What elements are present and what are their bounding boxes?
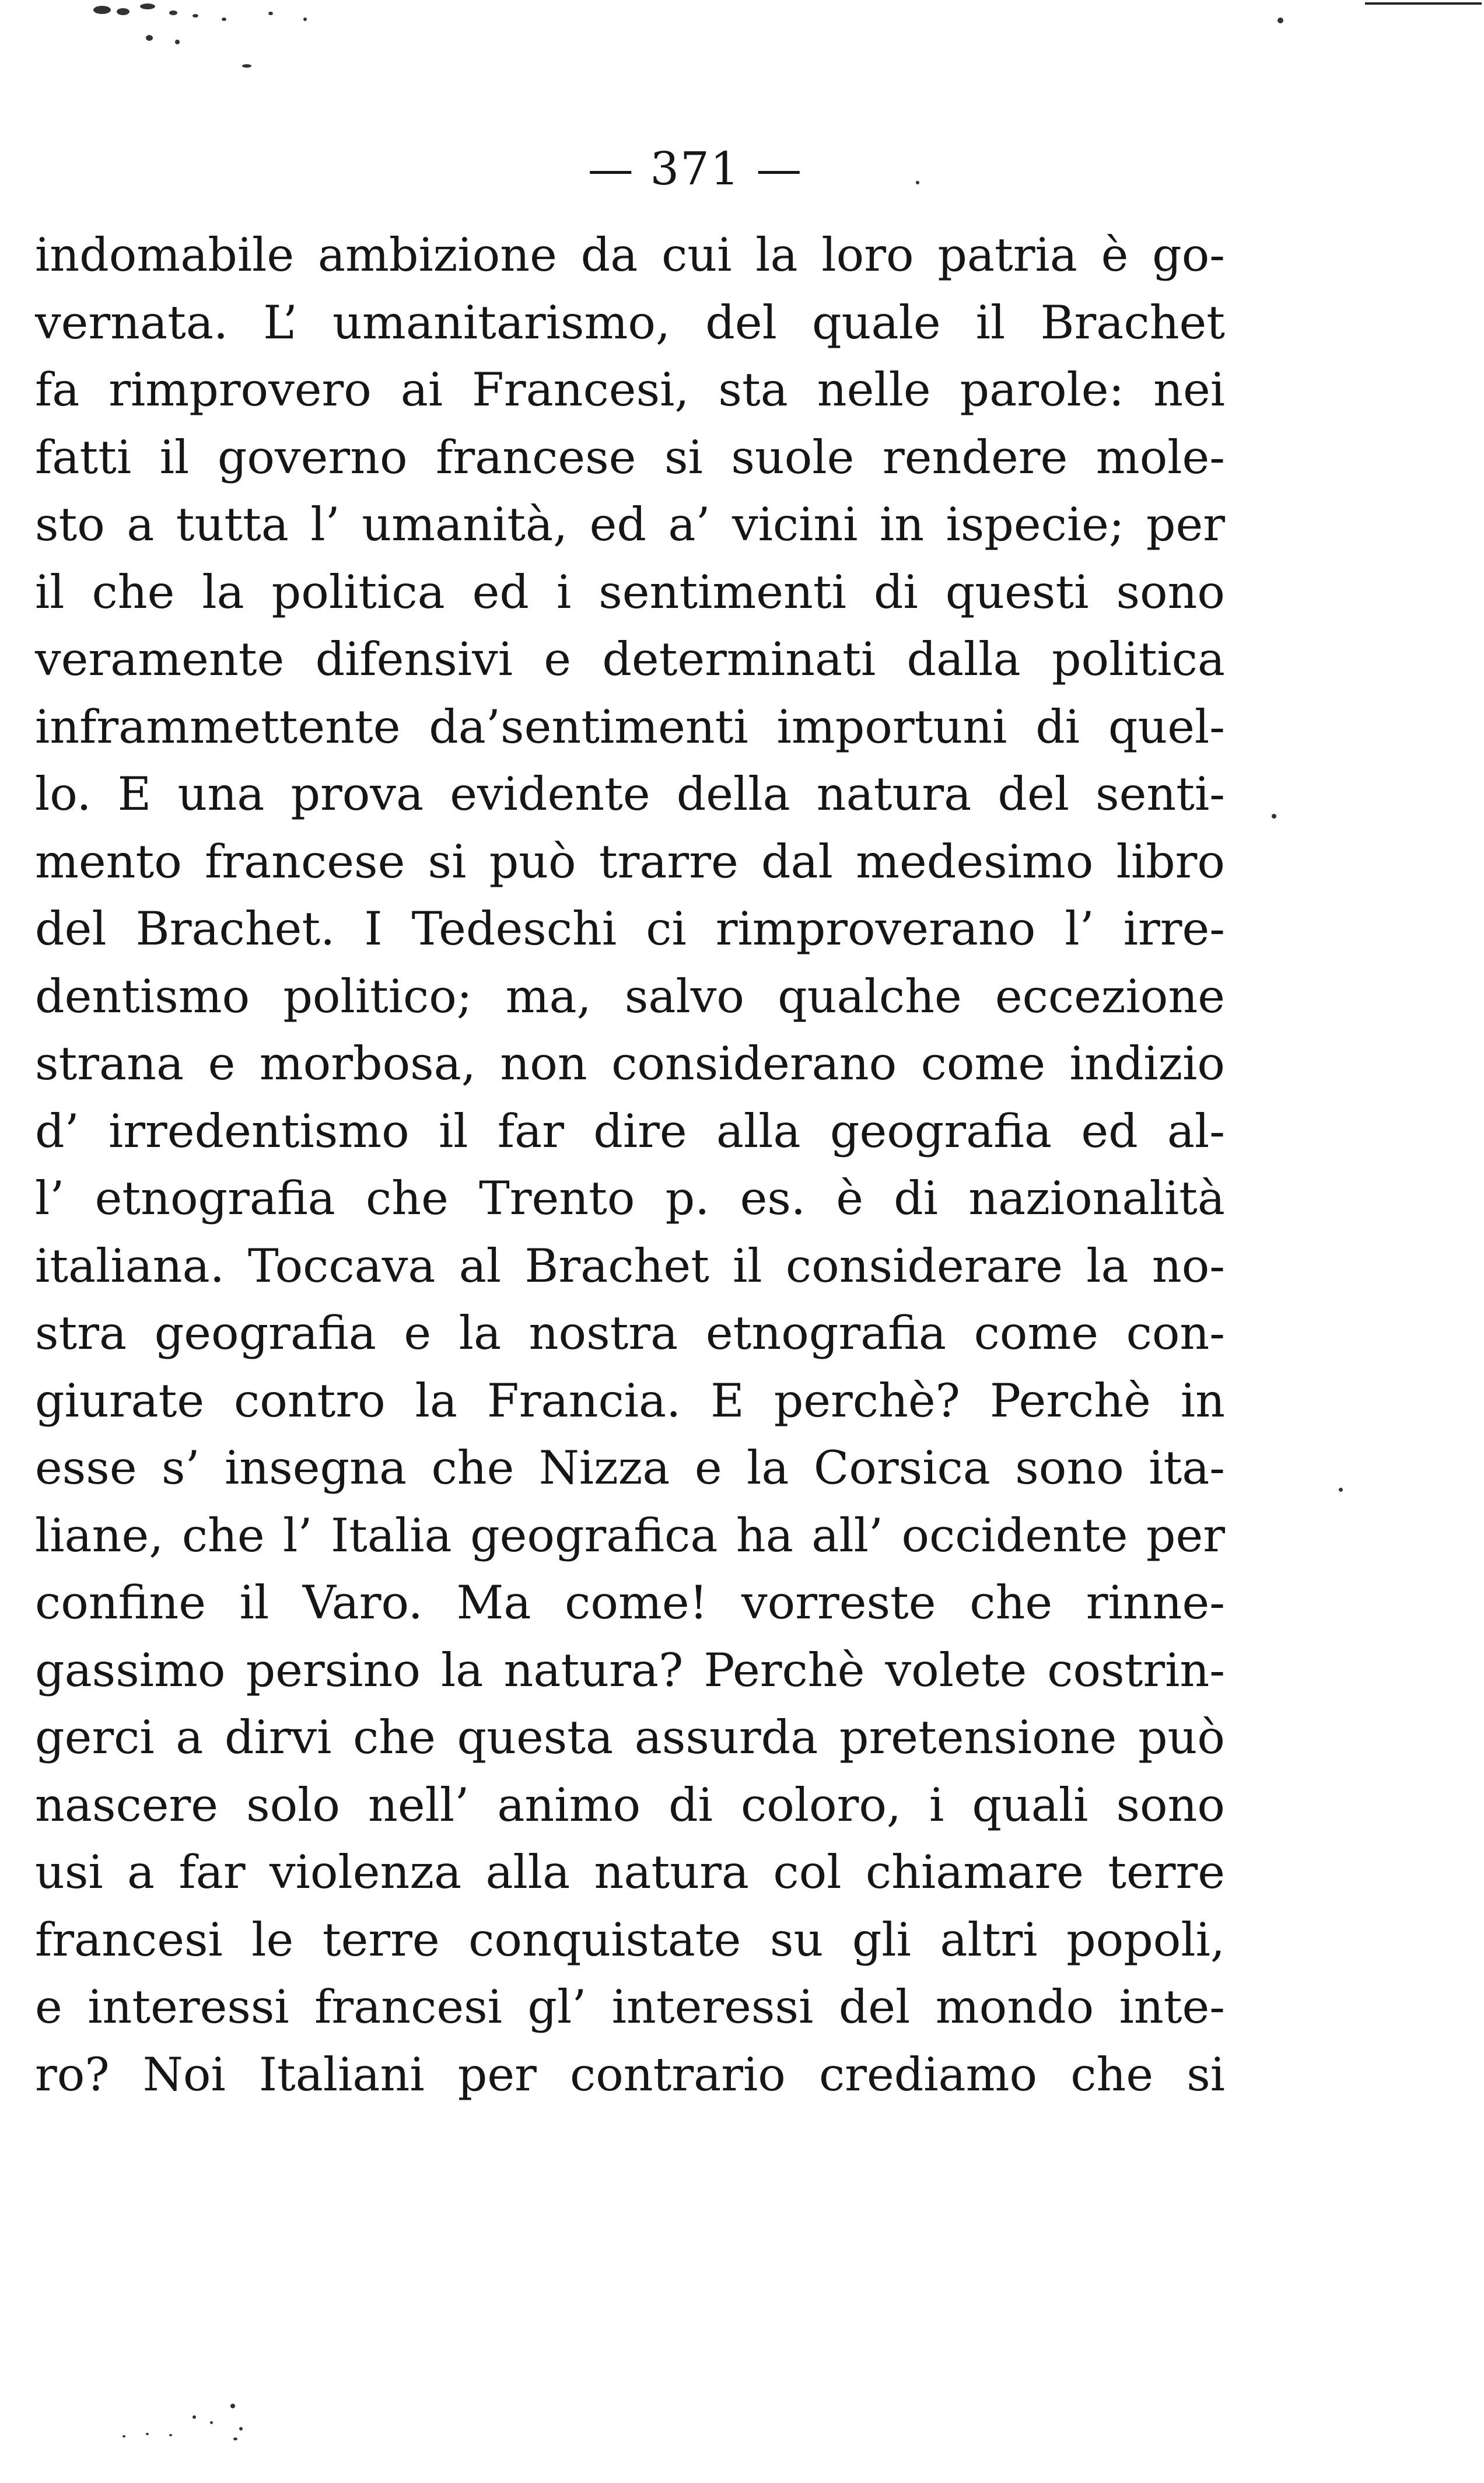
text-line: confine il Varo. Ma come! vorreste che rinne-	[35, 1576, 1225, 1629]
text-line: del Brachet. I Tedeschi ci rimproverano l’ irre-	[35, 902, 1225, 956]
text-line: francesi le terre conquistate su gli altri popoli,	[35, 1912, 1225, 1967]
text-line: strana e morbosa, non considerano come indizio	[35, 1037, 1225, 1090]
text-line: fa rimprovero ai Francesi, sta nelle parole: nei	[35, 363, 1225, 417]
text-line: inframmettente da’sentimenti importuni di quel-	[35, 700, 1225, 754]
text-line: stra geografia e la nostra etnografia come con-	[35, 1306, 1225, 1360]
text-line: nascere solo nell’ animo di coloro, i quali sono	[35, 1778, 1225, 1832]
text-line: gassimo persino la natura? Perchè volete costrin-	[35, 1643, 1225, 1697]
text-line: giurate contro la Francia. E perchè? Perchè in	[35, 1373, 1225, 1428]
text-line: indomabile ambizione da cui la loro patria è go-	[35, 228, 1225, 282]
text-line: esse s’ insegna che Nizza e la Corsica sono ita-	[35, 1441, 1225, 1495]
text-line: l’ etnografia che Trento p. es. è di nazionalità	[35, 1171, 1225, 1225]
text-line: ro? Noi Italiani per contrario crediamo che si	[35, 2047, 1225, 2101]
text-line: e interessi francesi gl’ interessi del mondo inte-	[35, 1980, 1225, 2034]
text-line: il che la politica ed i sentimenti di questi sono	[35, 565, 1225, 619]
text-line: veramente difensivi e determinati dalla politica	[35, 632, 1225, 686]
top-edge-rule	[1365, 2, 1482, 5]
text-line: d’ irredentismo il far dire alla geografia ed al-	[35, 1104, 1225, 1158]
text-line: italiana. Toccava al Brachet il considerare la no-	[35, 1239, 1225, 1293]
body-text	[35, 222, 1225, 2108]
margin-speck	[1339, 1488, 1343, 1492]
text-line: fatti il governo francese si suole rendere mole-	[35, 430, 1225, 484]
page-number: — 371 —	[587, 143, 803, 195]
text-line: mento francese si può trarre dal medesimo libro	[35, 834, 1225, 889]
text-line: gerci a dirvi che questa assurda pretensione può	[35, 1711, 1225, 1764]
text-line: liane, che l’ Italia geografica ha all’ occidente per	[35, 1508, 1225, 1562]
text-line: vernata. L’ umanitarismo, del quale il Brachet	[35, 295, 1225, 349]
text-line: sto a tutta l’ umanità, ed a’ vicini in ispecie; per	[35, 498, 1225, 551]
text-line: dentismo politico; ma, salvo qualche eccezione	[35, 969, 1225, 1023]
text-line: lo. E una prova evidente della natura del senti-	[35, 767, 1225, 821]
margin-speck	[1272, 814, 1276, 819]
text-line: usi a far violenza alla natura col chiamare terre	[35, 1845, 1225, 1899]
